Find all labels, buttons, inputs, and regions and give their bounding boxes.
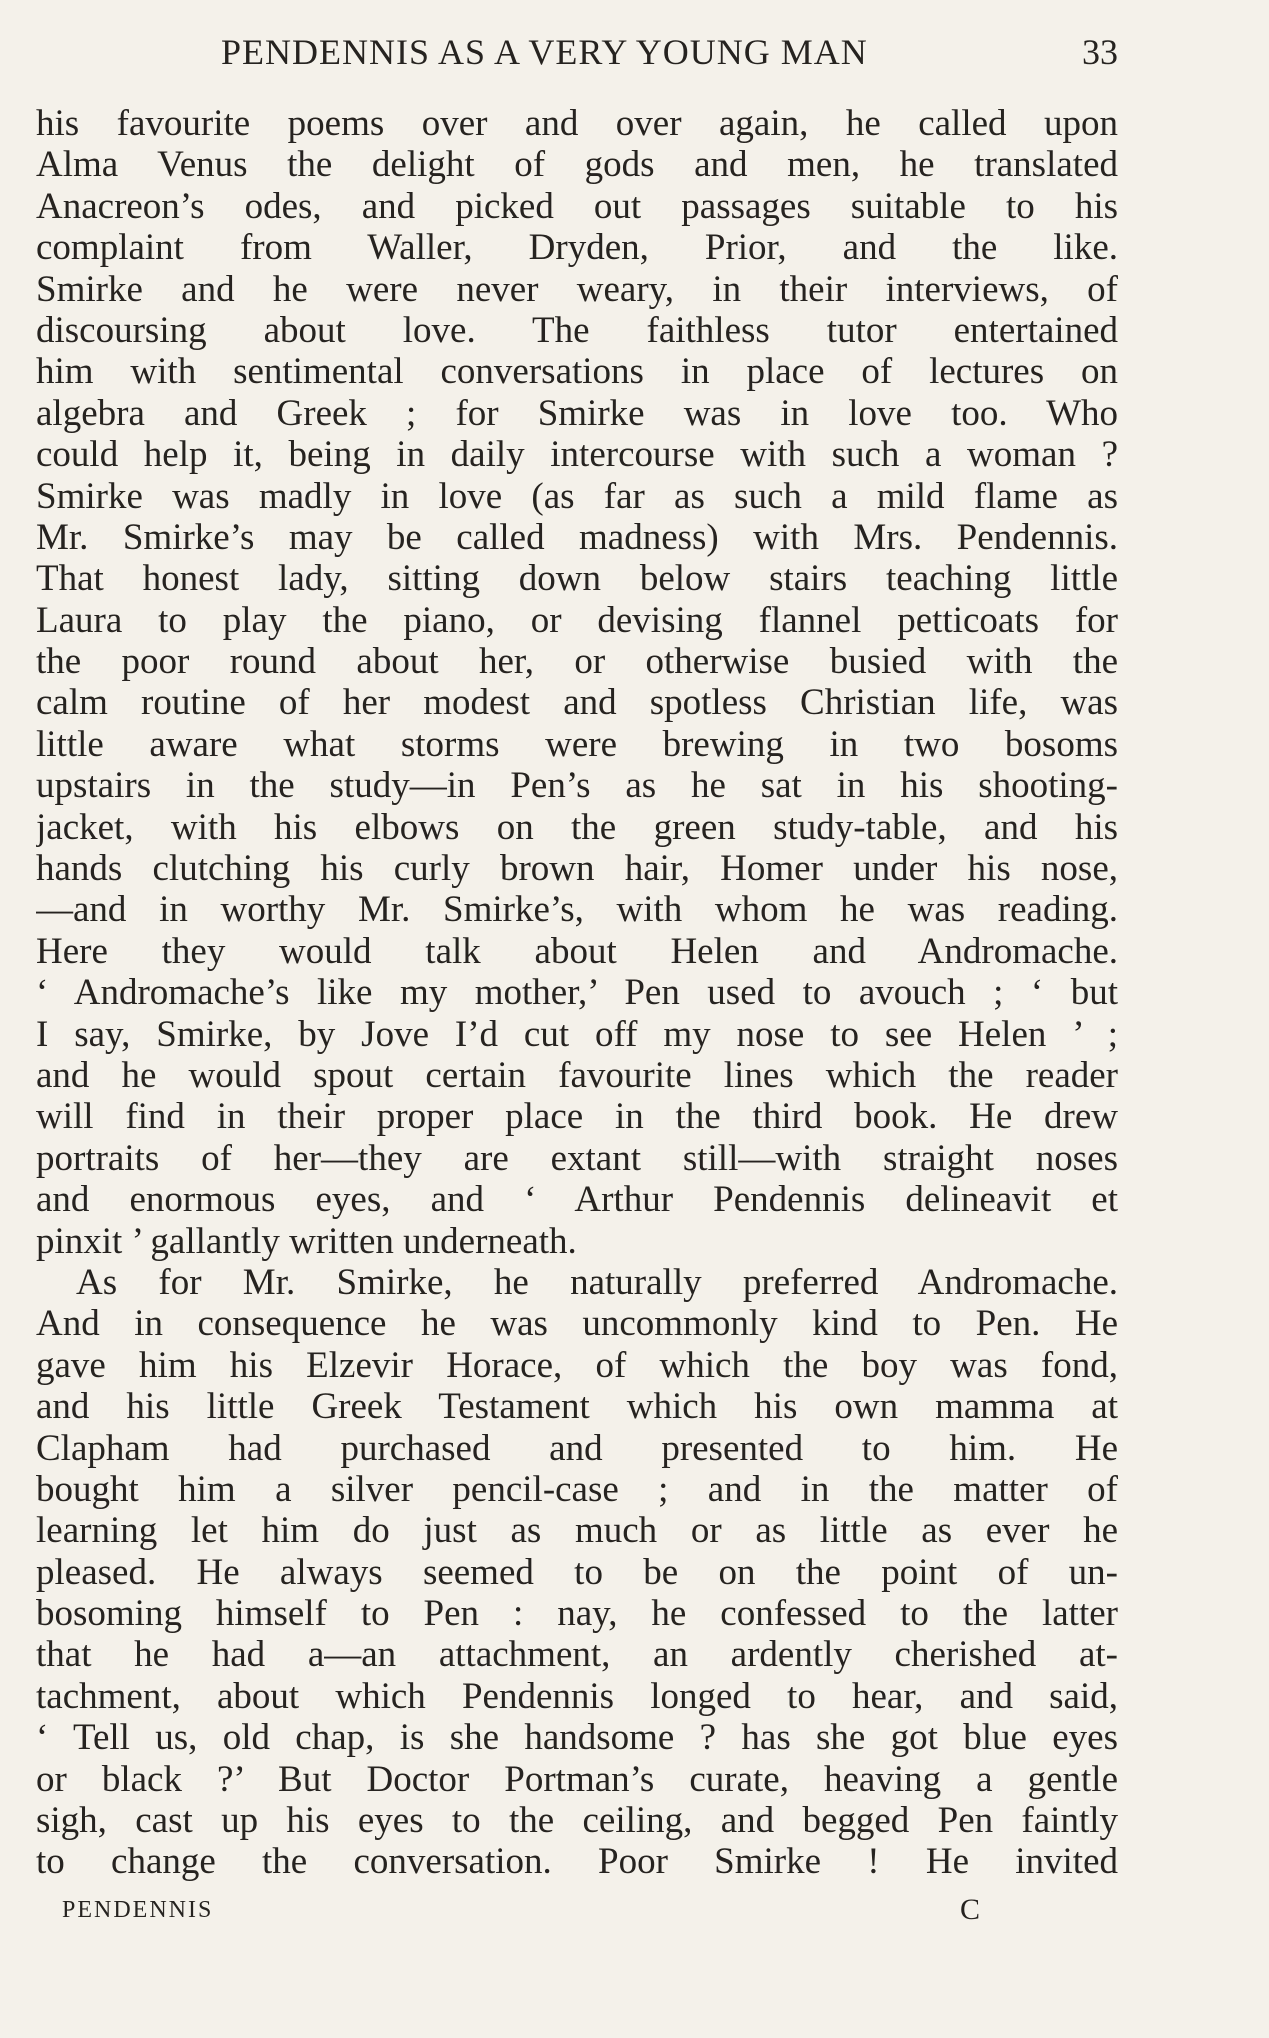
text-line: or black ?’ But Doctor Portman’s curate, heaving a gentle xyxy=(36,1758,1118,1800)
text-line: gave him his Elzevir Horace, of which the boy was fond, xyxy=(36,1344,1118,1386)
text-line: As for Mr. Smirke, he naturally preferred Andromache. xyxy=(76,1261,1118,1303)
text-line: and his little Greek Testament which his own mamma at xyxy=(36,1386,1118,1428)
text-line: That honest lady, sitting down below stairs teaching little xyxy=(36,558,1118,600)
signature-mark: C xyxy=(960,1893,981,1926)
text-line: learning let him do just as much or as little as ever he xyxy=(36,1510,1118,1552)
text-line: Smirke and he were never weary, in their interviews, of xyxy=(36,268,1118,310)
text-line: Anacreon’s odes, and picked out passages suitable to his xyxy=(36,185,1118,227)
text-line: that he had a—an attachment, an ardently cherished at- xyxy=(36,1634,1118,1676)
text-line: complaint from Waller, Dryden, Prior, and the like. xyxy=(36,227,1118,269)
text-line: pinxit ’ gallantly written underneath. xyxy=(36,1220,577,1262)
text-line: Laura to play the piano, or devising flannel petticoats for xyxy=(36,599,1118,641)
signature-title: PENDENNIS xyxy=(62,1897,214,1923)
text-line: the poor round about her, or otherwise busied with the xyxy=(36,641,1118,683)
text-line: Smirke was madly in love (as far as such a mild flame as xyxy=(36,475,1118,517)
text-line: calm routine of her modest and spotless Christian life, was xyxy=(36,682,1118,724)
paragraph-2 xyxy=(36,1262,1118,1883)
body-text xyxy=(36,103,1118,1883)
text-line: algebra and Greek ; for Smirke was in love too. Who xyxy=(36,392,1118,434)
text-line: ‘ Tell us, old chap, is she handsome ? has she got blue eyes xyxy=(36,1717,1118,1759)
text-line: Alma Venus the delight of gods and men, he translated xyxy=(36,144,1118,186)
text-line: to change the conversation. Poor Smirke ! He invited xyxy=(36,1841,1118,1883)
text-line: little aware what storms were brewing in two bosoms xyxy=(36,723,1118,765)
text-line: and enormous eyes, and ‘ Arthur Pendennis delineavit et xyxy=(36,1179,1118,1221)
text-line: jacket, with his elbows on the green study-table, and his xyxy=(36,806,1118,848)
text-line: Clapham had purchased and presented to him. He xyxy=(36,1427,1118,1469)
text-line: bought him a silver pencil-case ; and in the matter of xyxy=(36,1468,1118,1510)
running-title: PENDENNIS AS A VERY YOUNG MAN xyxy=(221,32,868,72)
text-line: Mr. Smirke’s may be called madness) with Mrs. Pendennis. xyxy=(36,516,1118,558)
text-line: him with sentimental conversations in place of lectures on xyxy=(36,351,1118,393)
page-number: 33 xyxy=(1082,32,1118,72)
text-line: portraits of her—they are extant still—with straight noses xyxy=(36,1137,1118,1179)
text-line: could help it, being in daily intercourse with such a woman ? xyxy=(36,434,1118,476)
text-line: sigh, cast up his eyes to the ceiling, and begged Pen faintly xyxy=(36,1800,1118,1842)
text-line: hands clutching his curly brown hair, Homer under his nose, xyxy=(36,848,1118,890)
text-line: discoursing about love. The faithless tutor entertained xyxy=(36,309,1118,351)
running-head xyxy=(0,28,1269,76)
text-line: ‘ Andromache’s like my mother,’ Pen used to avouch ; ‘ but xyxy=(36,972,1118,1014)
text-line: tachment, about which Pendennis longed to hear, and said, xyxy=(36,1675,1118,1717)
text-line: his favourite poems over and over again, he called upon xyxy=(36,103,1118,144)
text-line: and he would spout certain favourite lines which the reader xyxy=(36,1054,1118,1096)
text-line: And in consequence he was uncommonly kind to Pen. He xyxy=(36,1303,1118,1345)
paragraph-1 xyxy=(36,103,1118,1262)
text-line: will find in their proper place in the third book. He drew xyxy=(36,1096,1118,1138)
text-line: pleased. He always seemed to be on the point of un- xyxy=(36,1551,1118,1593)
text-line: I say, Smirke, by Jove I’d cut off my nose to see Helen ’ ; xyxy=(36,1013,1118,1055)
text-line: —and in worthy Mr. Smirke’s, with whom he was reading. xyxy=(36,889,1118,931)
text-line: upstairs in the study—in Pen’s as he sat in his shooting- xyxy=(36,765,1118,807)
text-line: Here they would talk about Helen and Andromache. xyxy=(36,930,1118,972)
signature-line xyxy=(0,1890,1269,1930)
text-line: bosoming himself to Pen : nay, he confessed to the latter xyxy=(36,1593,1118,1635)
